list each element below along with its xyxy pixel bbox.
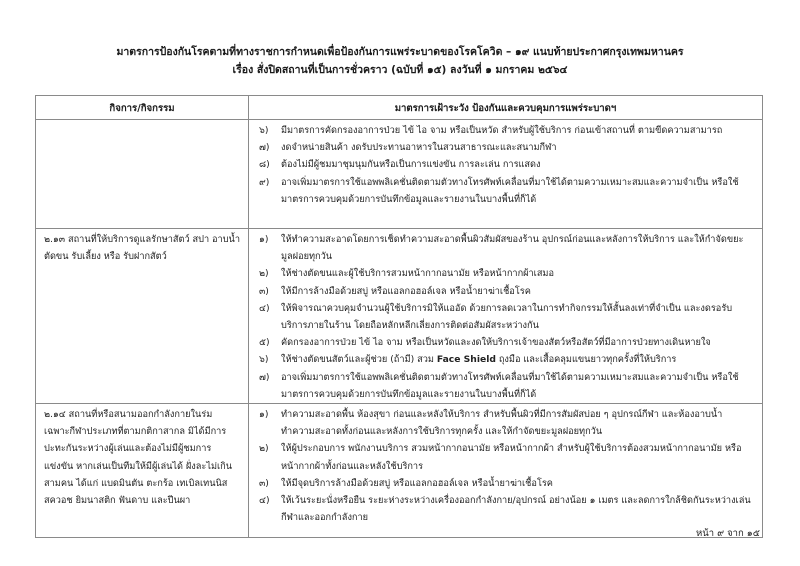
activity-cell: ๒.๑๔ สถานที่หรือสนามออกกำลังกายในร่ม เฉพาะกีฬาประเภทที่ตามกติกาสากล มิได้มีการปะทะกันระหว่างผู้เล่นและต้องไม่มีผู้ชมการแข่งขัน หากเล่นเป็นทีมให้มีผู้เล่นได้ ฝั่งละไม่เกินสามคน ได้แก่ แบดมินตัน ตะกร้อ เทเบิลเทนนิส สควอช ยิมนาสติก ฟันดาบ และปีนผา <box>36 404 249 538</box>
measure-item: ๓) ให้มีจุดบริการล้างมือด้วยสบู่ หรือแอลกอฮอล์เจล หรือน้ำยาฆ่าเชื้อโรค <box>259 477 553 489</box>
table-row <box>36 120 763 229</box>
column-header-measures: มาตรการเฝ้าระวัง ป้องกันและควบคุมการแพร่ระบาดฯ <box>249 96 763 120</box>
column-header-activity: กิจการ/กิจกรรม <box>36 96 249 120</box>
measure-item: ๗) งดจำหน่ายสินค้า งดรับประทานอาหารในสวนสาธารณะและสนามกีฬา <box>259 142 557 154</box>
activity-cell: ๒.๑๓ สถานที่ให้บริการดูแลรักษาสัตว์ สปา อาบน้ำ ตัดขน รับเลี้ยง หรือ รับฝากสัตว์ <box>36 229 249 404</box>
table-row <box>36 229 763 404</box>
activity-cell <box>36 120 249 229</box>
measure-item: ๒) ให้ช่างตัดขนและผู้ใช้บริการสวมหน้ากากอนามัย หรือหน้ากากผ้าเสมอ <box>259 268 555 280</box>
table-row <box>36 404 763 538</box>
measure-item: ๘) ต้องไม่มีผู้ชมมาชุมนุมกันหรือเป็นการแข่งขัน การละเล่น การแสดง <box>259 159 541 171</box>
face-shield-term: Face Shield <box>436 354 496 366</box>
table-header-row <box>36 96 763 120</box>
measure-item: ๑) ทำความสะอาดพื้น ห้องสุขา ก่อนและหลังให้บริการ สำหรับพื้นผิวที่มีการสัมผัสบ่อย ๆ อุปกรณ์กีฬา และห้องอาบน้ำ ทำความสะอาดทั้งก่อนและหลังการใช้บริการทุกครั้ง และให้กำจัดขยะมูลฝอยทุกวัน <box>259 409 723 438</box>
measures-table <box>35 95 763 538</box>
measure-item: ๖) ให้ช่างตัดขนสัตว์และผู้ช่วย (ถ้ามี) สวม Face Shield ถุงมือ และเสื้อคลุมแขนยาวทุกครั้งที่ให้บริการ <box>259 354 677 366</box>
measures-cell <box>249 120 763 229</box>
document-title-line-2: เรื่อง สั่งปิดสถานที่เป็นการชั่วคราว (ฉบับที่ ๑๕) ลงวันที่ ๑ มกราคม ๒๕๖๔ <box>232 64 568 76</box>
document-title-line-1: มาตรการป้องกันโรคตามที่ทางราชการกำหนดเพื่อป้องกันการแพร่ระบาดของโรคโควิด – ๑๙ แนบท้ายประกาศกรุงเทพมหานคร <box>116 46 684 58</box>
measures-cell <box>249 404 763 538</box>
measure-item: ๓) ให้มีการล้างมือด้วยสบู่ หรือแอลกอฮอล์เจล หรือน้ำยาฆ่าเชื้อโรค <box>259 285 531 297</box>
measure-item: ๖) มีมาตรการคัดกรองอาการป่วย ไข้ ไอ จาม หรือเป็นหวัด สำหรับผู้ใช้บริการ ก่อนเข้าสถานที่ ตามขีดความสามารถ <box>259 125 723 136</box>
measure-item: ๑) ให้ทำความสะอาดโดยการเช็ดทำความสะอาดพื้นผิวสัมผัสของร้าน อุปกรณ์ก่อนและหลังการให้บริการ และให้กำจัดขยะมูลฝอยทุกวัน <box>259 234 744 263</box>
measure-item: ๒) ให้ผู้ประกอบการ พนักงานบริการ สวมหน้ากากอนามัย หรือหน้ากากผ้า สำหรับผู้ใช้บริการต้องสวมหน้ากากอนามัย หรือหน้ากากผ้าทั้งก่อนและหลังใช้บริการ <box>259 443 742 472</box>
measure-item: ๔) ให้พิจารณาควบคุมจำนวนผู้ใช้บริการมิให้แออัด ด้วยการลดเวลาในการทำกิจกรรมให้สั้นลงเท่าที่จำเป็น และงดรอรับบริการภายในร้าน โดยถือหลักหลีกเลี่ยงการติดต่อสัมผัสระหว่างกัน <box>259 302 733 332</box>
measure-item: ๔) ให้เว้นระยะนั่งหรือยืน ระยะห่างระหว่างเครื่องออกกำลังกาย/อุปกรณ์ อย่างน้อย ๑ เมตร และลดการใกล้ชิดกันระหว่างเล่นกีฬาและออกกำลังกาย <box>259 495 751 524</box>
page-number: หน้า ๙ จาก ๑๕ <box>696 528 760 539</box>
measure-item: ๗) อาจเพิ่มมาตรการใช้แอพพลิเคชั่นติดตามตัวทางโทรศัพท์เคลื่อนที่มาใช้ได้ตามความเหมาะสมและความจำเป็น หรือใช้มาตรการควบคุมด้วยการบันทึกข้อมูลและรายงานในบางพื้นที่ก็ได้ <box>259 371 739 400</box>
measures-cell <box>249 229 763 404</box>
measure-item: ๕) คัดกรองอาการป่วย ไข้ ไอ จาม หรือเป็นหวัดและงดให้บริการเจ้าของสัตว์หรือสัตว์ที่มีอาการป่วยทางเดินหายใจ <box>259 337 711 349</box>
measure-item: ๙) อาจเพิ่มมาตรการใช้แอพพลิเคชั่นติดตามตัวทางโทรศัพท์เคลื่อนที่มาใช้ได้ตามความเหมาะสมและความจำเป็น หรือใช้มาตรการควบคุมด้วยการบันทึกข้อมูลและรายงานในบางพื้นที่ก็ได้ <box>259 176 739 205</box>
